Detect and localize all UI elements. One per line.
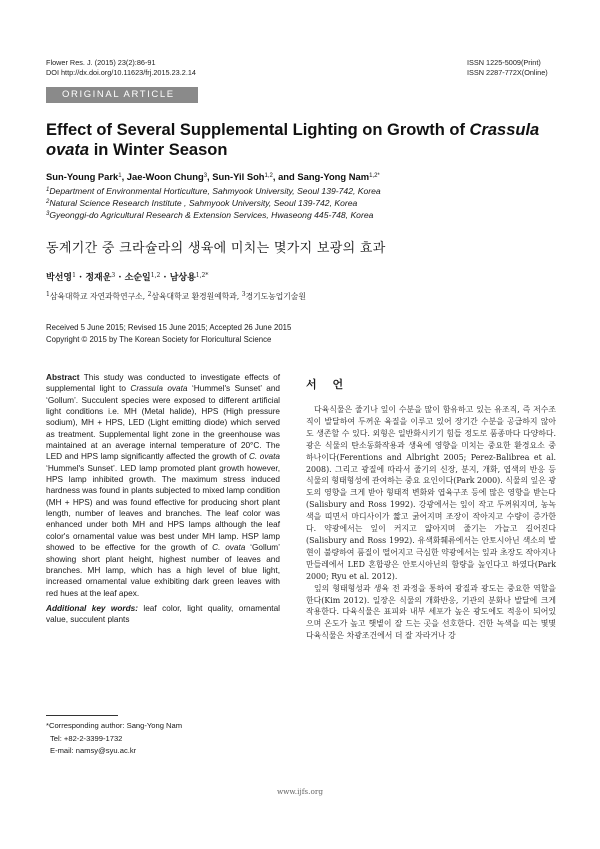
korean-author-list <box>46 270 208 283</box>
journal-website[interactable]: www.ijfs.org <box>276 787 324 796</box>
issn-header <box>467 58 548 78</box>
author-affil-mark: 1,2 <box>264 173 273 179</box>
author-name: Sun-Yil Soh <box>212 171 265 182</box>
author-affil-mark: 3 <box>203 173 208 179</box>
corresponding-author <box>46 720 182 758</box>
korean-affil-mark: 2 <box>147 291 152 298</box>
copyright-notice: Copyright © 2015 by The Korean Society for Floricultural Science <box>46 335 272 344</box>
korean-author-mark: 3 <box>111 272 116 279</box>
issn-online: ISSN 2287-772X(Online) <box>467 68 548 77</box>
intro-heading: 서 언 <box>306 378 350 391</box>
intro-paragraph: 잎의 형태형성과 생육 전 과정을 통하여 광질과 광도는 중요한 역할을 한다(Kim 2012). 일장은 식물의 개화반응, 기관의 분화나 발달에 크게 작용한다. 다육식물은 표피와 내부 세포가 높은 광도에도 적응이 되어있으며 온도가 높고 햇볕이 잘 드는 곳을 선호한다. 건한 녹색을 띠는 몇몇 다육식물은 차광조건에서 더 잘 자라거나 강 <box>306 583 556 641</box>
author-separator: · <box>160 273 170 283</box>
abstract-species: C. ovata <box>212 543 246 553</box>
author-list: Sun-Young Park$^1$, Jae-Woon Chung$^3$, Sun-Yil Soh$^{1,2}$, and Sang-Yong Nam$^{1,2*}$ <box>46 171 380 182</box>
keywords-label: Additional key words: <box>46 603 138 613</box>
title-part1: Effect of Several Supplemental Lighting on Growth of <box>46 121 470 139</box>
korean-affil-text: 삼육대학교 환경원예학과, <box>151 292 242 301</box>
korean-author-mark: 1 <box>72 272 76 279</box>
intro-body <box>306 404 556 642</box>
journal-header <box>46 58 196 78</box>
affil-mark: 2 <box>46 199 50 205</box>
title-part2: in Winter Season <box>89 141 228 159</box>
journal-citation: Flower Res. J. (2015) 23(2):86-91 <box>46 58 156 67</box>
author-separator: · <box>115 273 125 283</box>
article-type-banner: ORIGINAL ARTICLE <box>46 87 198 103</box>
doi-link[interactable]: DOI http://dx.doi.org/10.11623/frj.2015.23.2.14 <box>46 68 196 77</box>
author-name: Jae-Woon Chung <box>126 171 204 182</box>
korean-affil-mark: 3 <box>241 291 246 298</box>
keywords <box>46 603 280 626</box>
korean-author: 소순일 <box>124 273 151 283</box>
abstract-species: C. ovata <box>248 452 280 462</box>
abstract-segment: ‘Hummel's Sunset’. LED lamp promoted plant growth however, HPS lamp inhibited growth. The maximum stress induced hardness was found in plants subjected to mixed lamp condition (MH + HPS) and was found effective for producing short plant length, number of leaves and branches. The leaf color was enhanced under both MH and HPS lamps although the leaf color's ornamental value was best under MH lamp. HSP lamp showed to be effective for the growth of <box>46 463 280 553</box>
footnote-divider <box>46 715 118 716</box>
author-separator: · <box>75 273 86 283</box>
received-dates: Received 5 June 2015; Revised 15 June 2015; Accepted 26 June 2015 <box>46 323 292 332</box>
author-name: Sang-Yong Nam <box>297 171 370 182</box>
affiliation <box>46 209 566 221</box>
affil-text: Gyeonggi-do Agricultural Research & Extension Services, Hwaseong 445-748, Korea <box>49 210 374 220</box>
affil-text: Department of Environmental Horticulture, Sahmyook University, Seoul 139-742, Korea <box>49 186 381 196</box>
korean-author-mark: 1,2* <box>195 272 209 279</box>
corr-email[interactable]: E-mail: namsy@syu.ac.kr <box>50 746 137 755</box>
abstract-species: Crassula ovata <box>130 384 188 394</box>
korean-title: 동계기간 중 크라슐라의 생육에 미치는 몇가지 보광의 효과 <box>46 241 386 256</box>
abstract-segment: ‘Hummel's Sunset’ and ‘Gollum’. Succulent species were exposed to different artificial light conditions i.e. MH (Metal halide), HPS (High pressure sodium), MH + HPS, LED (Light emitting diode) which served as treatment. Supplemental light zone in the greenhouse was maintained at an average internal temperature of 20°C. The LED and HPS lamp significantly affected the growth of <box>46 384 280 462</box>
affil-text: Natural Science Research Institute , Sahmyook University, Seoul 139-742, Korea <box>49 198 358 208</box>
abstract-label: Abstract <box>46 373 80 382</box>
korean-author-mark: 1,2 <box>150 272 161 279</box>
affiliation <box>46 185 566 197</box>
author-name: Sun-Young Park <box>46 171 119 182</box>
korean-author: 남상용 <box>169 273 196 283</box>
korean-affil-text: 경기도농업기술원 <box>245 292 306 301</box>
korean-affiliations <box>46 291 306 302</box>
affiliation <box>46 197 566 209</box>
korean-author: 박선영 <box>46 273 73 283</box>
korean-affil-text: 삼육대학교 자연과학연구소, <box>49 292 148 301</box>
article-title <box>46 120 566 160</box>
abstract-block <box>46 372 280 626</box>
abstract-text <box>46 372 280 599</box>
intro-paragraph: 다육식물은 줄기나 잎이 수분을 많이 함유하고 있는 유조직, 즉 저수조직이 발달하여 두꺼운 육질을 이루고 있어 장기간 수분을 공급하지 않아도 생존할 수 있다. 외형은 일반화시키기 힘들 정도로 품종마다 다양하다. 광은 식물의 탄소동화작용과 생육에 영향을 미치는 중요한 환경요소 중 하나이다(Ferentions and Albright 2005; Perez-Balibrea et al. 2008). 그리고 광질에 따라서 줄기의 신장, 분지, 개화, 엽색의 반응 등 식물의 형태형성에 관여하는 중요 요인이다(Park 2000). 식물의 잎은 광도의 영향을 크게 받아 형태적 변화와 엽육구조 등에 많은 영향을 받는다(Salisbury and Ross 1992). 강광에서는 잎이 작고 두꺼워지며, 농녹색을 띠면서 마디사이가 짧고 굵어지며 조장이 작아지고 수량이 증가한다. 약광에서는 잎이 커지고 얇아지며 줄기는 가늘고 길어진다(Salisbury and Ross 1992). 유색화훼류에서는 안토시아닌 색소의 발현이 불량하여 품질이 떨어지고 극심한 약광에서는 잎과 초장도 작아지나 만들레에서 LED 혼합광은 안토시아닌의 함량을 높인다고 하였다(Park 2000; Ryu et al. 2012). <box>306 405 556 581</box>
affil-mark: 3 <box>46 211 50 217</box>
issn-print: ISSN 1225-5009(Print) <box>467 58 541 67</box>
corr-author-name: *Corresponding author: Sang-Yong Nam <box>46 721 183 730</box>
abstract-segment: This study was conducted to investigate effects of supplemental light to <box>46 373 280 394</box>
abstract-segment: ‘Gollum’ showing short plant height, highest number of leaves and branches. MH lamp, which has a high level of blue light, increased ornamental value exhibiting dark green leaves with red hues at the leaf apex. <box>46 543 280 598</box>
affil-mark: 1 <box>46 187 50 193</box>
author-affil-mark: 1,2* <box>369 173 380 179</box>
keywords-text: leaf color, light quality, ornamental value, succulent plants <box>46 603 280 625</box>
korean-author: 정재운 <box>85 273 112 283</box>
korean-affil-mark: 1 <box>46 291 50 298</box>
title-species: Crassula ovata <box>46 121 540 159</box>
author-affil-mark: 1 <box>118 173 122 179</box>
corr-tel: Tel: +82-2-3399-1732 <box>50 733 123 743</box>
